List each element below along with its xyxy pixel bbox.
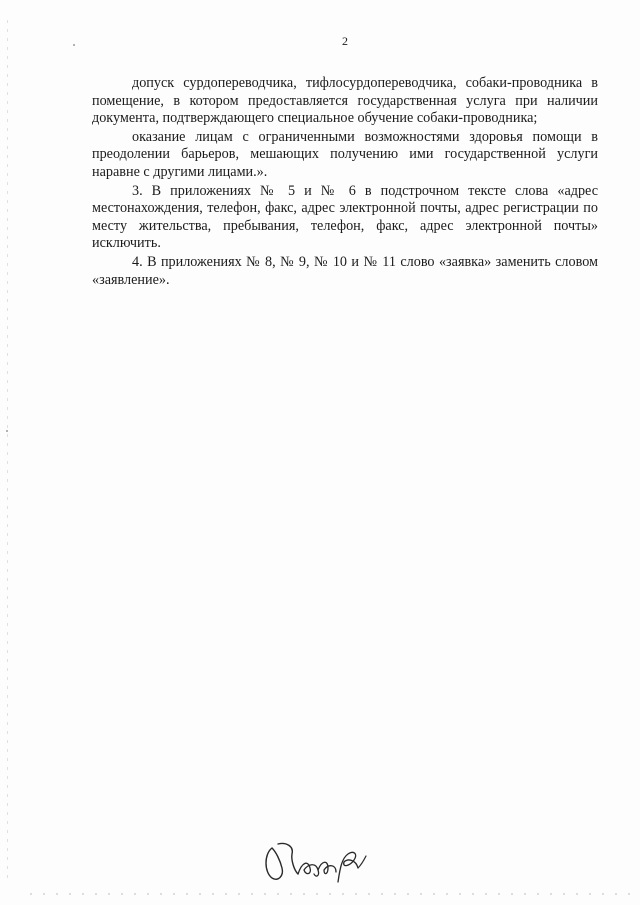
scan-edge-artifact	[7, 20, 8, 880]
document-body	[92, 75, 598, 289]
paragraph-interpreter-access: допуск сурдопереводчика, тифлосурдопереводчика, собаки-проводника в помещение, в котором предоставляется государственная услуга при наличии документа, подтверждающего специальное обучение собаки-проводника;	[92, 75, 598, 127]
scan-dust	[6, 430, 8, 432]
paragraph-item-4: 4. В приложениях № 8, № 9, № 10 и № 11 слово «заявка» заменить словом «заявление».	[92, 253, 598, 288]
scan-bottom-artifact	[30, 893, 630, 895]
paragraph-item-3: 3. В приложениях № 5 и № 6 в подстрочном тексте слова «адрес местонахождения, телефон, факс, адрес электронной почты, адрес регистрации по месту жительства, пребывания, телефон, факс, адрес электронной почты» исключить.	[92, 182, 598, 252]
page-number: 2	[342, 34, 348, 48]
paragraph-assistance: оказание лицам с ограниченными возможностями здоровья помощи в преодолении барьеров, мешающих получению ими государственной услуги наравне с другими лицами.».	[92, 128, 598, 180]
handwritten-signature	[258, 838, 370, 888]
